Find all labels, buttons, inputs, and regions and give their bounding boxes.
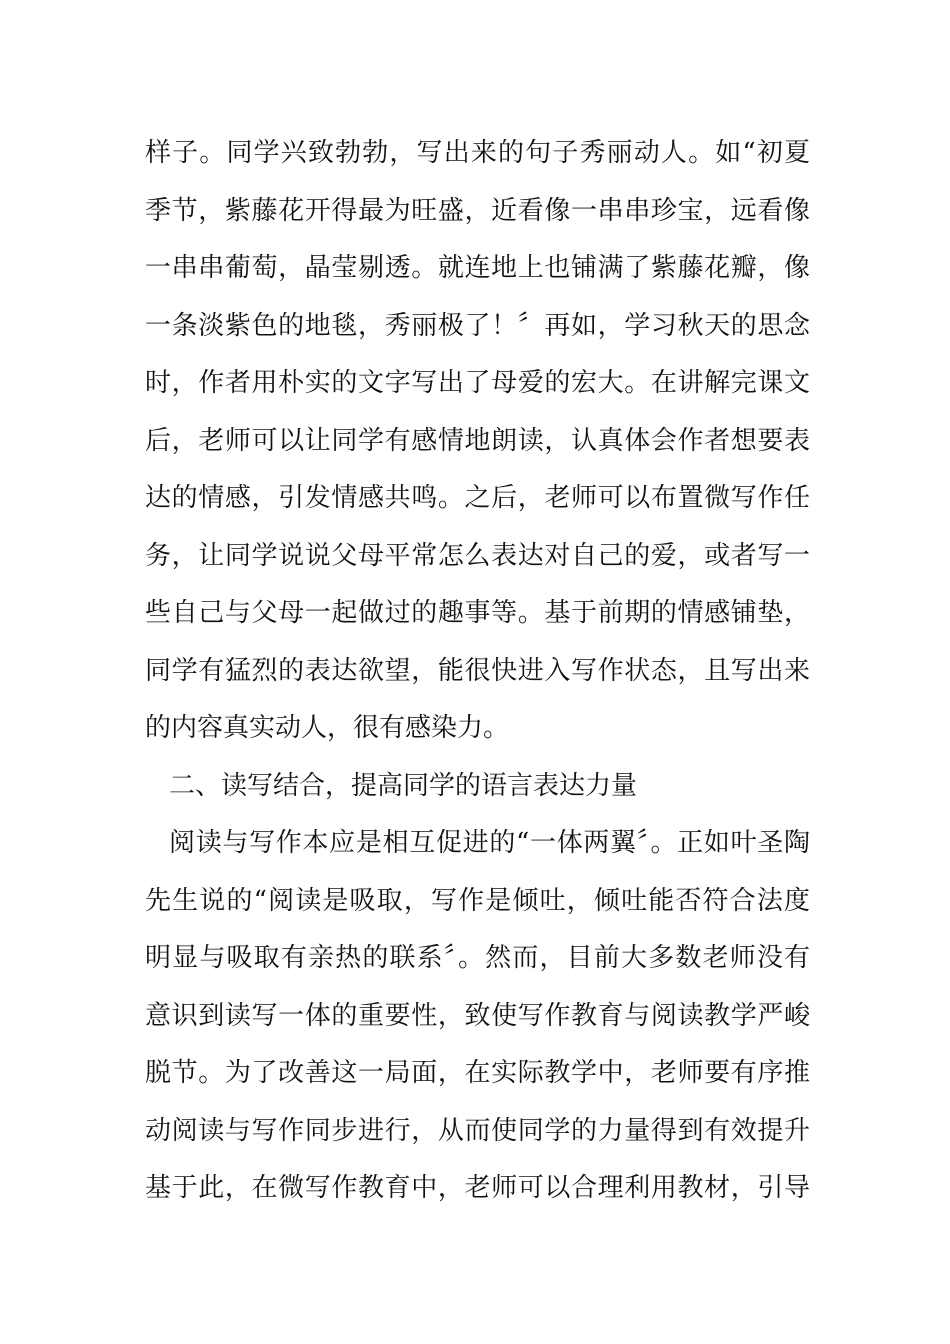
text-line: 达的情感，引发情感共鸣。之后，老师可以布置微写作任 xyxy=(145,483,810,513)
text-line: 脱节。为了改善这一局面，在实际教学中，老师要有序推 xyxy=(145,1058,810,1088)
text-line: 些自己与父母一起做过的趣事等。基于前期的情感铺垫， xyxy=(145,598,810,628)
text-line: 基于此，在微写作教育中，老师可以合理利用教材，引导 xyxy=(145,1173,810,1203)
text-line: 意识到读写一体的重要性，致使写作教育与阅读教学严峻 xyxy=(145,1000,810,1031)
text-line: 先生说的“阅读是吸取，写作是倾吐，倾吐能否符合法度 xyxy=(145,885,810,916)
text-line: 动阅读与写作同步进行，从而使同学的力量得到有效提升 xyxy=(145,1115,810,1146)
text-line: 务，让同学说说父母平常怎么表达对自己的爱，或者写一 xyxy=(145,540,810,571)
text-line: 的内容真实动人，很有感染力。 xyxy=(145,713,510,743)
text-line: 同学有猛烈的表达欲望，能很快进入写作状态，且写出来 xyxy=(145,655,810,686)
text-line: 样子。同学兴致勃勃，写出来的句子秀丽动人。如“初夏 xyxy=(145,138,810,168)
text-line: 季节，紫藤花开得最为旺盛，近看像一串串珍宝，远看像 xyxy=(145,195,810,226)
text-line: 后，老师可以让同学有感情地朗读，认真体会作者想要表 xyxy=(145,425,810,456)
section-heading: 二、读写结合，提高同学的语言表达力量 xyxy=(169,770,638,801)
text-line: 阅读与写作本应是相互促进的“一体两翼〞。正如叶圣陶 xyxy=(169,828,810,858)
text-line: 一条淡紫色的地毯，秀丽极了！〞再如，学习秋天的思念 xyxy=(145,310,810,341)
text-line: 时，作者用朴实的文字写出了母爱的宏大。在讲解完课文 xyxy=(145,368,810,398)
text-line: 明显与吸取有亲热的联系〞。然而，目前大多数老师没有 xyxy=(145,943,810,973)
body-text xyxy=(145,130,810,1223)
text-line: 一串串葡萄，晶莹剔透。就连地上也铺满了紫藤花瓣，像 xyxy=(145,253,810,283)
